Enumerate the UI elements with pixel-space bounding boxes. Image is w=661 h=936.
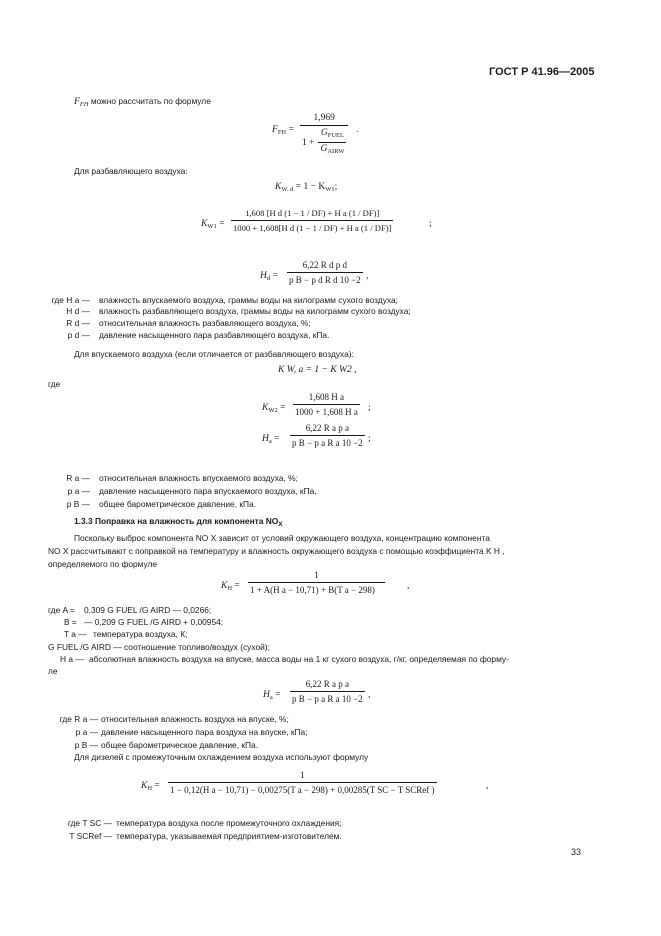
where4-text: относительная влажность воздуха на впуске, %;	[101, 714, 289, 724]
para-line-2: NO X рассчитывают с поправкой на температуру и влажность окружающего воздуха с помощью коэффициента K H ,	[48, 546, 505, 556]
where3-text: температура воздуха, К;	[93, 629, 188, 639]
where5-text: температура, указываемая предприятием-изготовителем.	[116, 831, 342, 841]
formula-kwd: $K_{W. d} = 1 - K_{W1}$;	[275, 182, 338, 193]
formula-ffh-numerator: 1,969	[313, 113, 335, 123]
where1-text: влажность впускаемого воздуха, граммы воды на килограмм сухого воздуха;	[99, 295, 398, 305]
where3-continuation: ле	[48, 666, 58, 676]
where2-text: общее барометрическое давление, кПа.	[99, 499, 257, 509]
formula-kh2-comma: ,	[486, 781, 489, 791]
where3-text: соотношение топливо/воздух (сухой);	[124, 642, 270, 652]
where1-row: p d —	[67, 330, 90, 340]
ffh-intro	[74, 96, 211, 111]
where4-row: p a —	[75, 727, 98, 737]
formula-kh-denominator: 1 + A(H a − 10,71) + B(T a − 298)	[248, 582, 385, 596]
formula-hd-denominator: p B − p d R d 10 −2	[287, 272, 363, 286]
where1-row: H d —	[66, 306, 90, 316]
where2-row: p B —	[66, 499, 90, 509]
formula-kw2-denominator: 1000 + 1,608 H a	[293, 404, 360, 418]
ffh-symbol: $F_{FH}$	[74, 97, 89, 108]
formula-ha2-denominator: p B − p a R a 10 −2	[290, 691, 365, 705]
where1-row: R d —	[66, 318, 90, 328]
formula-kw1-denominator: 1000 + 1,608[H d (1 − 1 / DF) + H a (1 / DF)]	[231, 220, 393, 234]
formula-hd-lhs: $H_d$ =	[260, 271, 278, 282]
where1-text: давление насыщенного пара разбавляющего воздуха, кПа.	[99, 330, 330, 340]
where2-row: R a —	[66, 473, 90, 483]
section-title: 1.3.3 Поправка на влажность для компонента $NO_X$	[74, 516, 283, 528]
formula-kh2-lhs: $K_H$ =	[141, 781, 160, 792]
where3-text: — 0,209 G FUEL /G AIRD + 0,00954;	[84, 617, 224, 627]
formula-kw2-fraction	[293, 391, 360, 418]
formula-kw2-semicolon: ;	[368, 403, 371, 413]
where4-row: p B —	[74, 740, 98, 750]
formula-kh2-fraction	[168, 769, 437, 796]
formula-kwa: K W, a = 1 − K W2 ,	[278, 365, 357, 375]
formula-kw1-fraction	[231, 207, 393, 234]
formula-kw1-numerator: 1,608 [H d (1 − 1 / DF) + H a (1 / DF)]	[245, 208, 380, 218]
where3-row: H a —	[60, 654, 84, 664]
formula-ha1-numerator: 6,22 R a p a	[305, 423, 349, 433]
where1-row: где H a —	[51, 295, 90, 305]
formula-ffh-period: .	[356, 125, 359, 135]
formula-kw1-semicolon: ;	[429, 219, 432, 229]
where5-row: где T SC —	[67, 818, 112, 828]
formula-ffh-lhs: $F_{FH}$ =	[272, 125, 294, 136]
formula-ha2-lhs: $H_a$ =	[263, 690, 281, 701]
para-line-1: Поскольку выброс компонента NO X зависит от условий окружающего воздуха, концентрацию компонента	[74, 533, 490, 543]
dilution-heading: Для разбавляющего воздуха:	[74, 166, 188, 176]
where4-text: общее барометрическое давление, кПа.	[101, 740, 259, 750]
formula-hd-numerator: 6,22 R d p d	[302, 260, 347, 270]
formula-hd-comma: ,	[366, 271, 369, 281]
formula-ha2-numerator: 6,22 R a p a	[305, 679, 349, 689]
formula-kw2-lhs: $K_{W2}$ =	[262, 403, 286, 414]
formula-ha1-lhs: $H_a$ =	[262, 434, 280, 445]
ffh-intro-text: можно рассчитать по формуле	[90, 96, 211, 106]
formula-ha1-fraction	[290, 422, 365, 449]
where2-text: относительная влажность впускаемого воздуха, %;	[99, 473, 298, 483]
formula-kw2-numerator: 1,608 H a	[308, 392, 345, 402]
where5-row: T SCRef —	[69, 831, 112, 841]
intake-heading: Для впускаемого воздуха (если отличается от разбавляющего воздуха):	[74, 349, 354, 359]
where1-text: влажность разбавляющего воздуха, граммы воды на килограмм сухого воздуха;	[99, 306, 411, 316]
page-number: 33	[571, 847, 582, 857]
formula-kh-lhs: $K_H$ =	[221, 581, 240, 592]
formula-ha1-denominator: p B − p a R a 10 −2	[290, 435, 365, 449]
where2-text: давление насыщенного пара впускаемого воздуха, кПа,	[99, 486, 317, 496]
where3-text: абсолютная влажность воздуха на впуске, масса воды на 1 кг сухого воздуха, г/кг, определяемая по форму-	[89, 654, 509, 664]
formula-ffh-fraction	[300, 112, 348, 158]
where1-text: относительная влажность разбавляющего воздуха, %;	[99, 318, 311, 328]
where3-row: T a —	[64, 629, 87, 639]
gde-label: где	[48, 379, 61, 389]
where4-row: где R a —	[59, 714, 98, 724]
where4-text: давление насыщенного пара воздуха на впуске, кПа;	[101, 727, 308, 737]
formula-kh-fraction	[248, 569, 385, 596]
formula-kh-numerator: 1	[314, 570, 319, 580]
formula-ha2-comma: ,	[368, 690, 371, 700]
where3-row: G FUEL /G AIRD —	[48, 642, 122, 652]
para-line-3: определяемого по формуле	[48, 559, 158, 569]
formula-ha2-fraction	[290, 678, 365, 705]
formula-kw1-lhs: $K_{W1}$ =	[201, 219, 225, 230]
formula-hd-fraction	[287, 259, 363, 286]
where2-row: p a —	[67, 486, 90, 496]
document-code: ГОСТ Р 41.96—2005	[489, 66, 595, 78]
diesel-heading: Для дизелей с промежуточным охлаждением воздуха используют формулу	[74, 752, 369, 762]
where3-row: где A =	[48, 605, 75, 615]
formula-ffh-denominator: 1 + $G_{FUEL}$ $G_{AIRW}$	[300, 125, 348, 158]
formula-kh2-denominator: 1 − 0,12(H a − 10,71) − 0,00275(T a − 298) + 0,00285(T SC − T SCRef )	[168, 782, 437, 796]
formula-kh2-numerator: 1	[300, 770, 305, 780]
where3-row: B =	[64, 617, 77, 627]
where5-text: температура воздуха после промежуточного охлаждения;	[116, 818, 342, 828]
formula-ha1-semicolon: ;	[368, 434, 371, 444]
where3-text: 0,309 G FUEL /G AIRD — 0,0266;	[84, 605, 212, 615]
formula-kh-comma: ,	[407, 581, 410, 591]
